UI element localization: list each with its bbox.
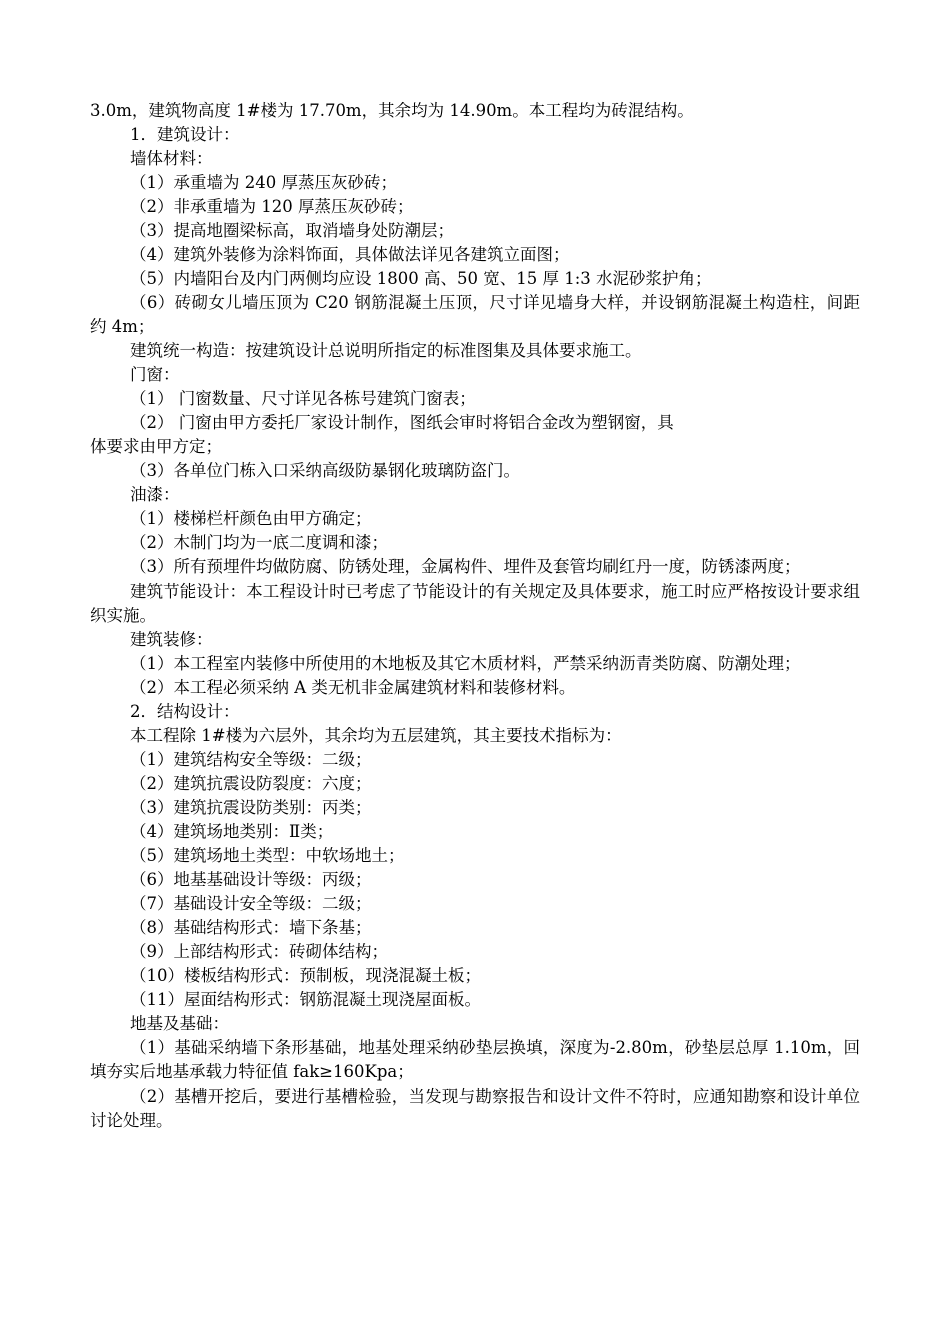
text-line: 门窗：	[130, 365, 180, 385]
text-line: （6）地基基础设计等级：丙级；	[130, 870, 372, 890]
text-line: （2）建筑抗震设防裂度：六度；	[130, 774, 372, 794]
text-line: （7）基础设计安全等级：二级；	[130, 894, 372, 914]
text-line: （11）屋面结构形式：钢筋混凝土现浇屋面板。	[130, 990, 481, 1010]
text-line: 3.0m，建筑物高度 1#楼为 17.70m，其余均为 14.90m。本工程均为砖混结构。	[90, 101, 694, 120]
paragraph-foundation-item-2: （2）基槽开挖后，要进行基槽检验，当发现与勘察报告和设计文件不符时，应通知勘察和设计单位讨论处理。	[90, 1086, 860, 1130]
text-line: （3）提高地圈梁标高，取消墙身处防潮层；	[130, 221, 454, 240]
text-line: 建筑装修：	[130, 630, 213, 650]
text-line: 2．结构设计：	[130, 702, 240, 722]
text-line: 地基及基础：	[130, 1014, 229, 1034]
document-body	[90, 99, 860, 1133]
text-line: （2）本工程必须采纳 A 类无机非金属建筑材料和装修材料。	[130, 678, 576, 698]
text-line: （4）建筑场地类别：Ⅱ类；	[130, 822, 334, 842]
text-line: （1）承重墙为 240 厚蒸压灰砂砖；	[130, 173, 397, 192]
text-line: （2） 门窗由甲方委托厂家设计制作，图纸会审时将铝合金改为塑钢窗，具	[130, 413, 674, 433]
text-line: （1）建筑结构安全等级：二级；	[130, 750, 372, 770]
text-line: 本工程除 1#楼为六层外，其余均为五层建筑，其主要技术指标为：	[130, 726, 622, 746]
text-line: （3）各单位门栋入口采纳高级防暴钢化玻璃防盗门。	[130, 461, 520, 481]
intro-section	[90, 99, 860, 291]
text-line: （5）内墙阳台及内门两侧均应设 1800 高、50 宽、15 厚 1:3 水泥砂浆护角；	[130, 269, 712, 288]
text-line: 油漆：	[130, 485, 180, 505]
paragraph-foundation-item-1: （1）基础采纳墙下条形基础，地基处理采纳砂垫层换填，深度为-2.80m，砂垫层总厚 1.10m，回填夯实后地基承载力特征值 fak≥160Kpa；	[90, 1038, 860, 1082]
decoration-heading	[90, 628, 860, 652]
text-line: （4）建筑外装修为涂料饰面，具体做法详见各建筑立面图；	[130, 245, 570, 264]
text-line: （2）非承重墙为 120 厚蒸压灰砂砖；	[130, 197, 414, 216]
text-line: （2）木制门均为一底二度调和漆；	[130, 533, 388, 553]
text-line: （8）基础结构形式：墙下条基；	[130, 918, 372, 938]
paragraph-parapet: （6）砖砌女儿墙压顶为 C20 钢筋混凝土压顶，尺寸详见墙身大样，并设钢筋混凝土构造柱，间距约 4m；	[90, 293, 860, 337]
construction-section	[90, 339, 860, 555]
paragraph-decoration-item-1: （1）本工程室内装修中所使用的木地板及其它木质材料，严禁采纳沥青类防腐、防潮处理；	[130, 654, 801, 674]
text-line: （1） 门窗数量、尺寸详见各栋号建筑门窗表；	[130, 389, 476, 409]
paragraph-energy-design: 建筑节能设计：本工程设计时已考虑了节能设计的有关规定及具体要求，施工时应严格按设计要求组织实施。	[90, 581, 860, 625]
text-line: 墙体材料：	[130, 149, 213, 168]
text-line: （1）楼梯栏杆颜色由甲方确定；	[130, 509, 372, 529]
text-line: 1．建筑设计：	[130, 125, 240, 144]
text-line: （10）楼板结构形式：预制板，现浇混凝土板；	[130, 966, 481, 986]
text-line: （5）建筑场地土类型：中软场地土；	[130, 846, 405, 866]
text-line: （3）建筑抗震设防类别：丙类；	[130, 798, 372, 818]
structure-section	[90, 676, 860, 1036]
text-line: （9）上部结构形式：砖砌体结构；	[130, 942, 388, 962]
paragraph-paint-item-3: （3）所有预埋件均做防腐、防锈处理，金属构件、埋件及套管均刷红丹一度，防锈漆两度；	[130, 557, 801, 577]
text-line: 建筑统一构造：按建筑设计总说明所指定的标准图集及具体要求施工。	[130, 341, 642, 361]
text-line: 体要求由甲方定；	[90, 437, 222, 457]
